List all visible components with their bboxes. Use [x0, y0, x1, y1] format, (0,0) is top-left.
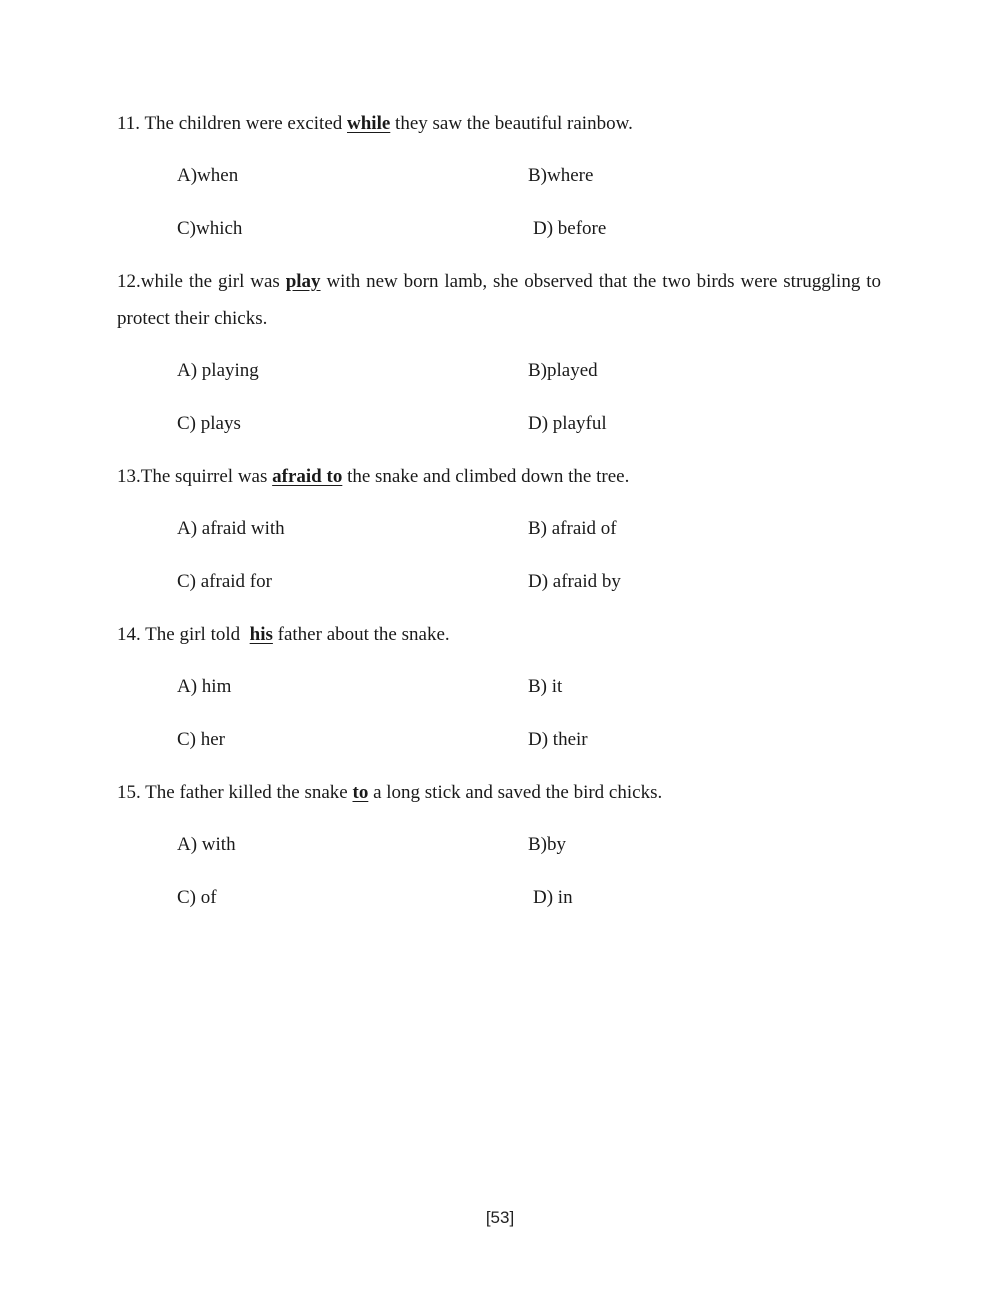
- question-text: 12.while the girl was: [117, 271, 286, 292]
- question-text: a long stick and saved the bird chicks.: [368, 782, 663, 803]
- underlined-word: afraid to: [272, 466, 343, 487]
- option-b[interactable]: B)played: [528, 360, 598, 381]
- option-a[interactable]: A) afraid with: [177, 518, 285, 539]
- option-c[interactable]: C) afraid for: [177, 571, 272, 592]
- option-d[interactable]: D) their: [528, 729, 588, 750]
- option-d[interactable]: D) afraid by: [528, 571, 621, 592]
- option-b[interactable]: B)by: [528, 834, 566, 855]
- option-c[interactable]: C)which: [177, 218, 243, 239]
- page-number: [53]: [485, 1208, 515, 1227]
- question-text: 14. The girl told: [117, 624, 250, 645]
- question-13: [117, 458, 881, 495]
- underlined-word: play: [285, 271, 321, 292]
- option-d[interactable]: D) in: [533, 887, 573, 908]
- question-11: [117, 105, 881, 142]
- option-b[interactable]: B)where: [528, 165, 594, 186]
- underlined-word: while: [347, 113, 391, 134]
- underlined-word: to: [352, 782, 369, 803]
- underlined-word: his: [249, 624, 273, 645]
- option-a[interactable]: A) with: [177, 834, 236, 855]
- question-text: the snake and climbed down the tree.: [342, 466, 630, 487]
- question-text: 11. The children were excited: [117, 113, 348, 134]
- option-b[interactable]: B) afraid of: [528, 518, 617, 539]
- option-a[interactable]: A) him: [177, 676, 232, 697]
- question-text: father about the snake.: [272, 624, 450, 645]
- question-text: 13.The squirrel was: [117, 466, 273, 487]
- question-text: with new born lamb, she observed that the two birds were struggling to protect their chicks.: [117, 271, 882, 329]
- option-a[interactable]: A)when: [177, 165, 239, 186]
- question-text: they saw the beautiful rainbow.: [390, 113, 633, 134]
- question-15: [117, 774, 881, 811]
- option-d[interactable]: D) before: [533, 218, 607, 239]
- option-d[interactable]: D) playful: [528, 413, 607, 434]
- option-c[interactable]: C) her: [177, 729, 226, 750]
- question-14: [117, 616, 881, 653]
- question-text: 15. The father killed the snake: [117, 782, 353, 803]
- question-12: [117, 263, 881, 337]
- option-c[interactable]: C) plays: [177, 413, 241, 434]
- option-c[interactable]: C) of: [177, 887, 217, 908]
- option-a[interactable]: A) playing: [177, 360, 259, 381]
- option-b[interactable]: B) it: [528, 676, 563, 697]
